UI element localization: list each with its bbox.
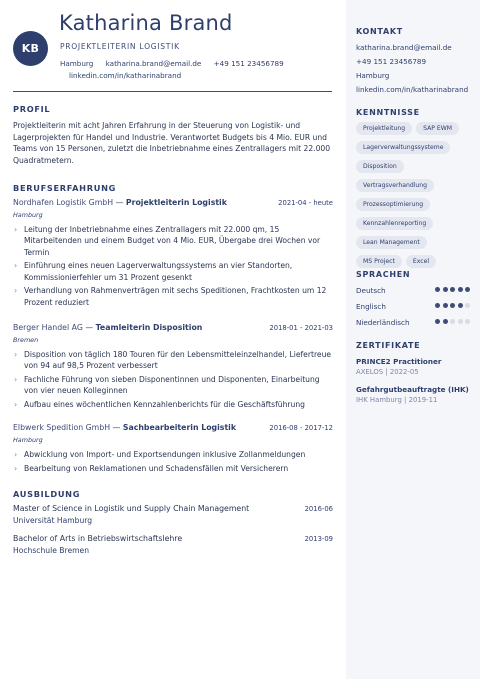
skill-tag: Lean Management (356, 236, 427, 249)
job-3-bullets (13, 449, 335, 476)
level-dot (435, 287, 440, 292)
job-1-dates: 2021-04 - heute (278, 199, 333, 207)
job-3-company: Elbwerk Spedition GmbH (13, 423, 111, 432)
certificates-heading: ZERTIFIKATE (356, 341, 421, 350)
skill-tag: Lagerverwaltungssysteme (356, 141, 450, 154)
level-dot (450, 319, 455, 324)
job-1-role: Projektleiterin Logistik (125, 198, 227, 207)
sidebar-city: Hamburg (356, 71, 390, 80)
avatar (13, 31, 48, 66)
languages-heading: SPRACHEN (356, 270, 411, 279)
cert-1-title: PRINCE2 Practitioner (356, 357, 442, 366)
skill-tag: Projektleitung (356, 122, 412, 135)
job-1-header: Nordhafen Logistik GmbH — Projektleiterin Logistik 2021-04 - heute (13, 198, 333, 207)
edu-1-header (13, 504, 333, 513)
job-1-company: Nordhafen Logistik GmbH (13, 198, 114, 207)
header-divider (13, 91, 332, 92)
list-item: › Disposition von täglich 180 Touren für den Lebensmitteleinzelhandel, Liefertreue von 94 auf 98,5 Prozent verbessert (13, 349, 335, 372)
education-heading: AUSBILDUNG (13, 489, 81, 499)
language-name: Deutsch (356, 286, 386, 295)
level-dot (465, 287, 470, 292)
job-2-header: Berger Handel AG — Teamleiterin Disposition 2018-01 - 2021-03 (13, 323, 333, 332)
skills-heading: KENNTNISSE (356, 108, 420, 117)
sidebar-phone[interactable]: +49 151 23456789 (356, 57, 427, 66)
sidebar-linkedin[interactable]: linkedin.com/in/katharinabrand (356, 85, 469, 94)
skill-tag: Prozessoptimierung (356, 198, 430, 211)
job-2-location: Bremen (13, 336, 39, 344)
job-2-role: Teamleiterin Disposition (95, 323, 203, 332)
level-dot (465, 319, 470, 324)
header-contact-row (60, 59, 294, 68)
job-1-location: Hamburg (13, 211, 43, 219)
list-item: › Fachliche Führung von sieben Disponentinnen und Disponenten, Einarbeitung von vier neuen Kolleginnen (13, 374, 335, 397)
header-linkedin[interactable]: linkedin.com/in/katharinabrand (69, 71, 182, 80)
candidate-name: Katharina Brand (59, 11, 233, 35)
job-3-header: Elbwerk Spedition GmbH — Sachbearbeiterin Logistik 2016-08 - 2017-12 (13, 423, 333, 432)
job-2-company: Berger Handel AG (13, 323, 83, 332)
language-row (356, 318, 470, 327)
list-item: › Einführung eines neuen Lagerverwaltungssystems an vier Standorten, Kommissionierfehler um 31 Prozent gesenkt (13, 260, 335, 283)
level-dot (450, 287, 455, 292)
job-2-dates: 2018-01 - 2021-03 (269, 324, 333, 332)
level-dot (458, 319, 463, 324)
skills-tags (356, 122, 474, 268)
cert-2-sub: IHK Hamburg | 2019-11 (356, 396, 438, 404)
edu-2-date: 2013-09 (304, 535, 333, 543)
language-name: Englisch (356, 302, 386, 311)
language-level-dots (435, 319, 470, 324)
contact-heading: KONTAKT (356, 27, 403, 36)
language-name: Niederländisch (356, 318, 410, 327)
header-city: Hamburg (60, 59, 94, 68)
job-title: PROJEKTLEITERIN LOGISTIK (60, 42, 180, 51)
profile-text: Projektleiterin mit acht Jahren Erfahrung in der Steuerung von Logistik- und Lagerprojekten für Handel und Industrie. Verantwortet Budgets bis 4 Mio. EUR und Teams von 15 Personen, zuletzt die Inbetriebnahme eines Zentrallagers mit 22.000 Quadratmetern. (13, 121, 331, 165)
list-item: › Verhandlung von Rahmenverträgen mit sechs Speditionen, Frachtkosten um 12 Prozent reduziert (13, 285, 335, 308)
list-item: › Bearbeitung von Reklamationen und Schadensfällen mit Versicherern (13, 463, 335, 474)
edu-2-school: Hochschule Bremen (13, 546, 90, 555)
experience-heading: BERUFSERFAHRUNG (13, 183, 117, 193)
cert-2-title: Gefahrgutbeauftragte (IHK) (356, 385, 469, 394)
level-dot (458, 287, 463, 292)
edu-2-header (13, 534, 333, 543)
level-dot (450, 303, 455, 308)
header-phone[interactable]: +49 151 23456789 (213, 59, 284, 68)
job-3-role: Sachbearbeiterin Logistik (122, 423, 237, 432)
skill-tag: Excel (406, 255, 436, 268)
profile-heading: PROFIL (13, 104, 51, 114)
avatar-initials: KB (21, 42, 40, 55)
edu-1-school: Universität Hamburg (13, 516, 93, 525)
job-3-dates: 2016-08 - 2017-12 (269, 424, 333, 432)
skill-tag: Kennzahlenreporting (356, 217, 433, 230)
edu-1-degree: Master of Science in Logistik und Supply Chain Management (13, 504, 250, 513)
level-dot (435, 319, 440, 324)
skill-tag: Disposition (356, 160, 404, 173)
skill-tag: SAP EWM (416, 122, 459, 135)
skill-tag: MS Project (356, 255, 402, 268)
job-2-bullets (13, 349, 335, 413)
sidebar (346, 0, 480, 679)
cert-1-sub: AXELOS | 2022-05 (356, 368, 419, 376)
header-email[interactable]: katharina.brand@email.de (105, 59, 202, 68)
level-dot (435, 303, 440, 308)
level-dot (443, 319, 448, 324)
list-item: › Abwicklung von Import- und Exportsendungen inklusive Zollanmeldungen (13, 449, 335, 460)
level-dot (458, 303, 463, 308)
job-3-location: Hamburg (13, 436, 43, 444)
level-dot (443, 303, 448, 308)
language-row (356, 286, 470, 295)
edu-1-date: 2016-06 (304, 505, 333, 513)
job-1-bullets (13, 224, 335, 310)
skill-tag: Vertragsverhandlung (356, 179, 434, 192)
language-level-dots (435, 287, 470, 292)
level-dot (465, 303, 470, 308)
language-level-dots (435, 303, 470, 308)
language-row (356, 302, 470, 311)
list-item: › Aufbau eines wöchentlichen Kennzahlenberichts für die Geschäftsführung (13, 399, 335, 410)
edu-2-degree: Bachelor of Arts in Betriebswirtschaftslehre (13, 534, 183, 543)
sidebar-email[interactable]: katharina.brand@email.de (356, 43, 452, 52)
list-item: › Leitung der Inbetriebnahme eines Zentrallagers mit 22.000 qm, 15 Mitarbeitenden und einem Budget von 4 Mio. EUR, Übergabe drei Wochen vor Termin (13, 224, 335, 258)
level-dot (443, 287, 448, 292)
